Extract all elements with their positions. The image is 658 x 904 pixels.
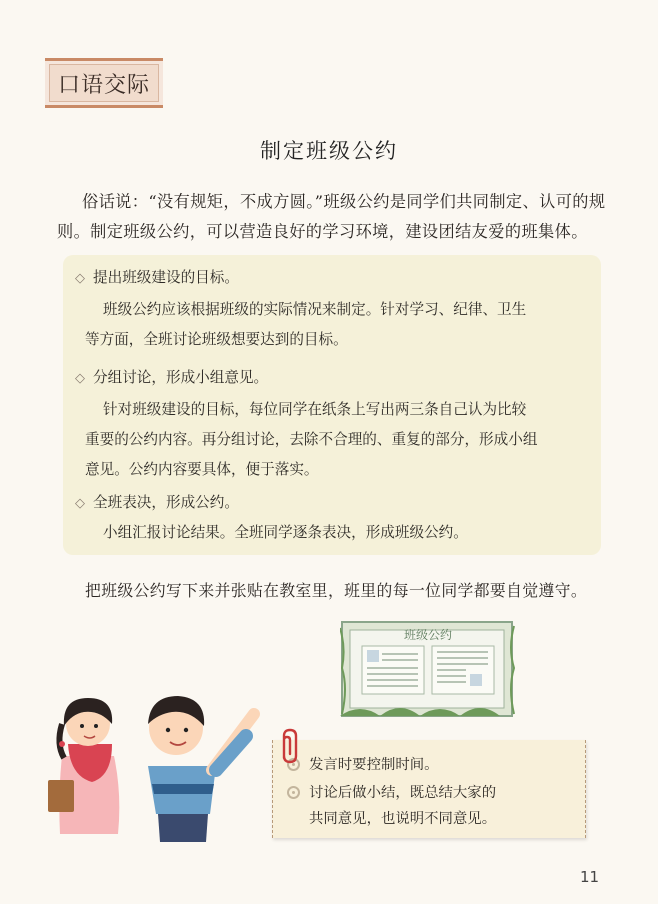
tip-item [309,780,496,832]
step-line: 小组汇报讨论结果。全班同学逐条表决，形成班级公约。 [103,524,468,541]
circle-bullet-icon [287,786,300,799]
tip-line: 共同意见，也说明不同意见。 [309,811,497,827]
step-line: 等方面，全班讨论班级想要达到的目标。 [85,331,348,348]
class-convention-poster [340,618,516,720]
step-body [85,395,585,485]
step-body [85,518,585,548]
section-label-text: 口语交际 [49,64,159,102]
step-heading-text: 分组讨论，形成小组意见。 [93,369,269,386]
step-heading [75,490,239,517]
tip-line: 发言时要控制时间。 [309,757,439,773]
intro-line: 则。制定班级公约，可以营造良好的学习环境，建设团结友爱的班集体。 [57,222,588,241]
step-heading [75,365,268,392]
step-heading-text: 提出班级建设的目标。 [93,269,239,286]
intro-line: 俗话说：“没有规矩，不成方圆。”班级公约是同学们共同制定、认可的规 [82,192,606,211]
step-heading [75,265,239,292]
tip-item [309,752,439,778]
step-line: 针对班级建设的目标，每位同学在纸条上写出两三条自己认为比较 [103,401,527,418]
speaking-tips-card [272,740,586,838]
step-line: 重要的公约内容。再分组讨论，去除不合理的、重复的部分，形成小组 [85,431,538,448]
section-label [45,58,163,108]
step-heading-text: 全班表决，形成公约。 [93,494,239,511]
diamond-bullet-icon: ◇ [75,496,85,511]
steps-panel [63,255,601,555]
paperclip-icon [276,728,304,766]
step-line: 意见。公约内容要具体，便于落实。 [85,461,319,478]
page-title: 制定班级公约 [260,139,398,163]
page-number: 11 [580,868,600,886]
diamond-bullet-icon: ◇ [75,371,85,386]
tip-line: 讨论后做小结，既总结大家的 [309,785,497,801]
closing-sentence: 把班级公约写下来并张贴在教室里，班里的每一位同学都要自觉遵守。 [85,581,588,600]
children-illustration [40,684,270,844]
step-line: 班级公约应该根据班级的实际情况来制定。针对学习、纪律、卫生 [103,301,527,318]
intro-paragraph [57,187,612,247]
poster-title: 班级公约 [403,628,453,642]
step-body [85,295,585,355]
diamond-bullet-icon: ◇ [75,271,85,286]
